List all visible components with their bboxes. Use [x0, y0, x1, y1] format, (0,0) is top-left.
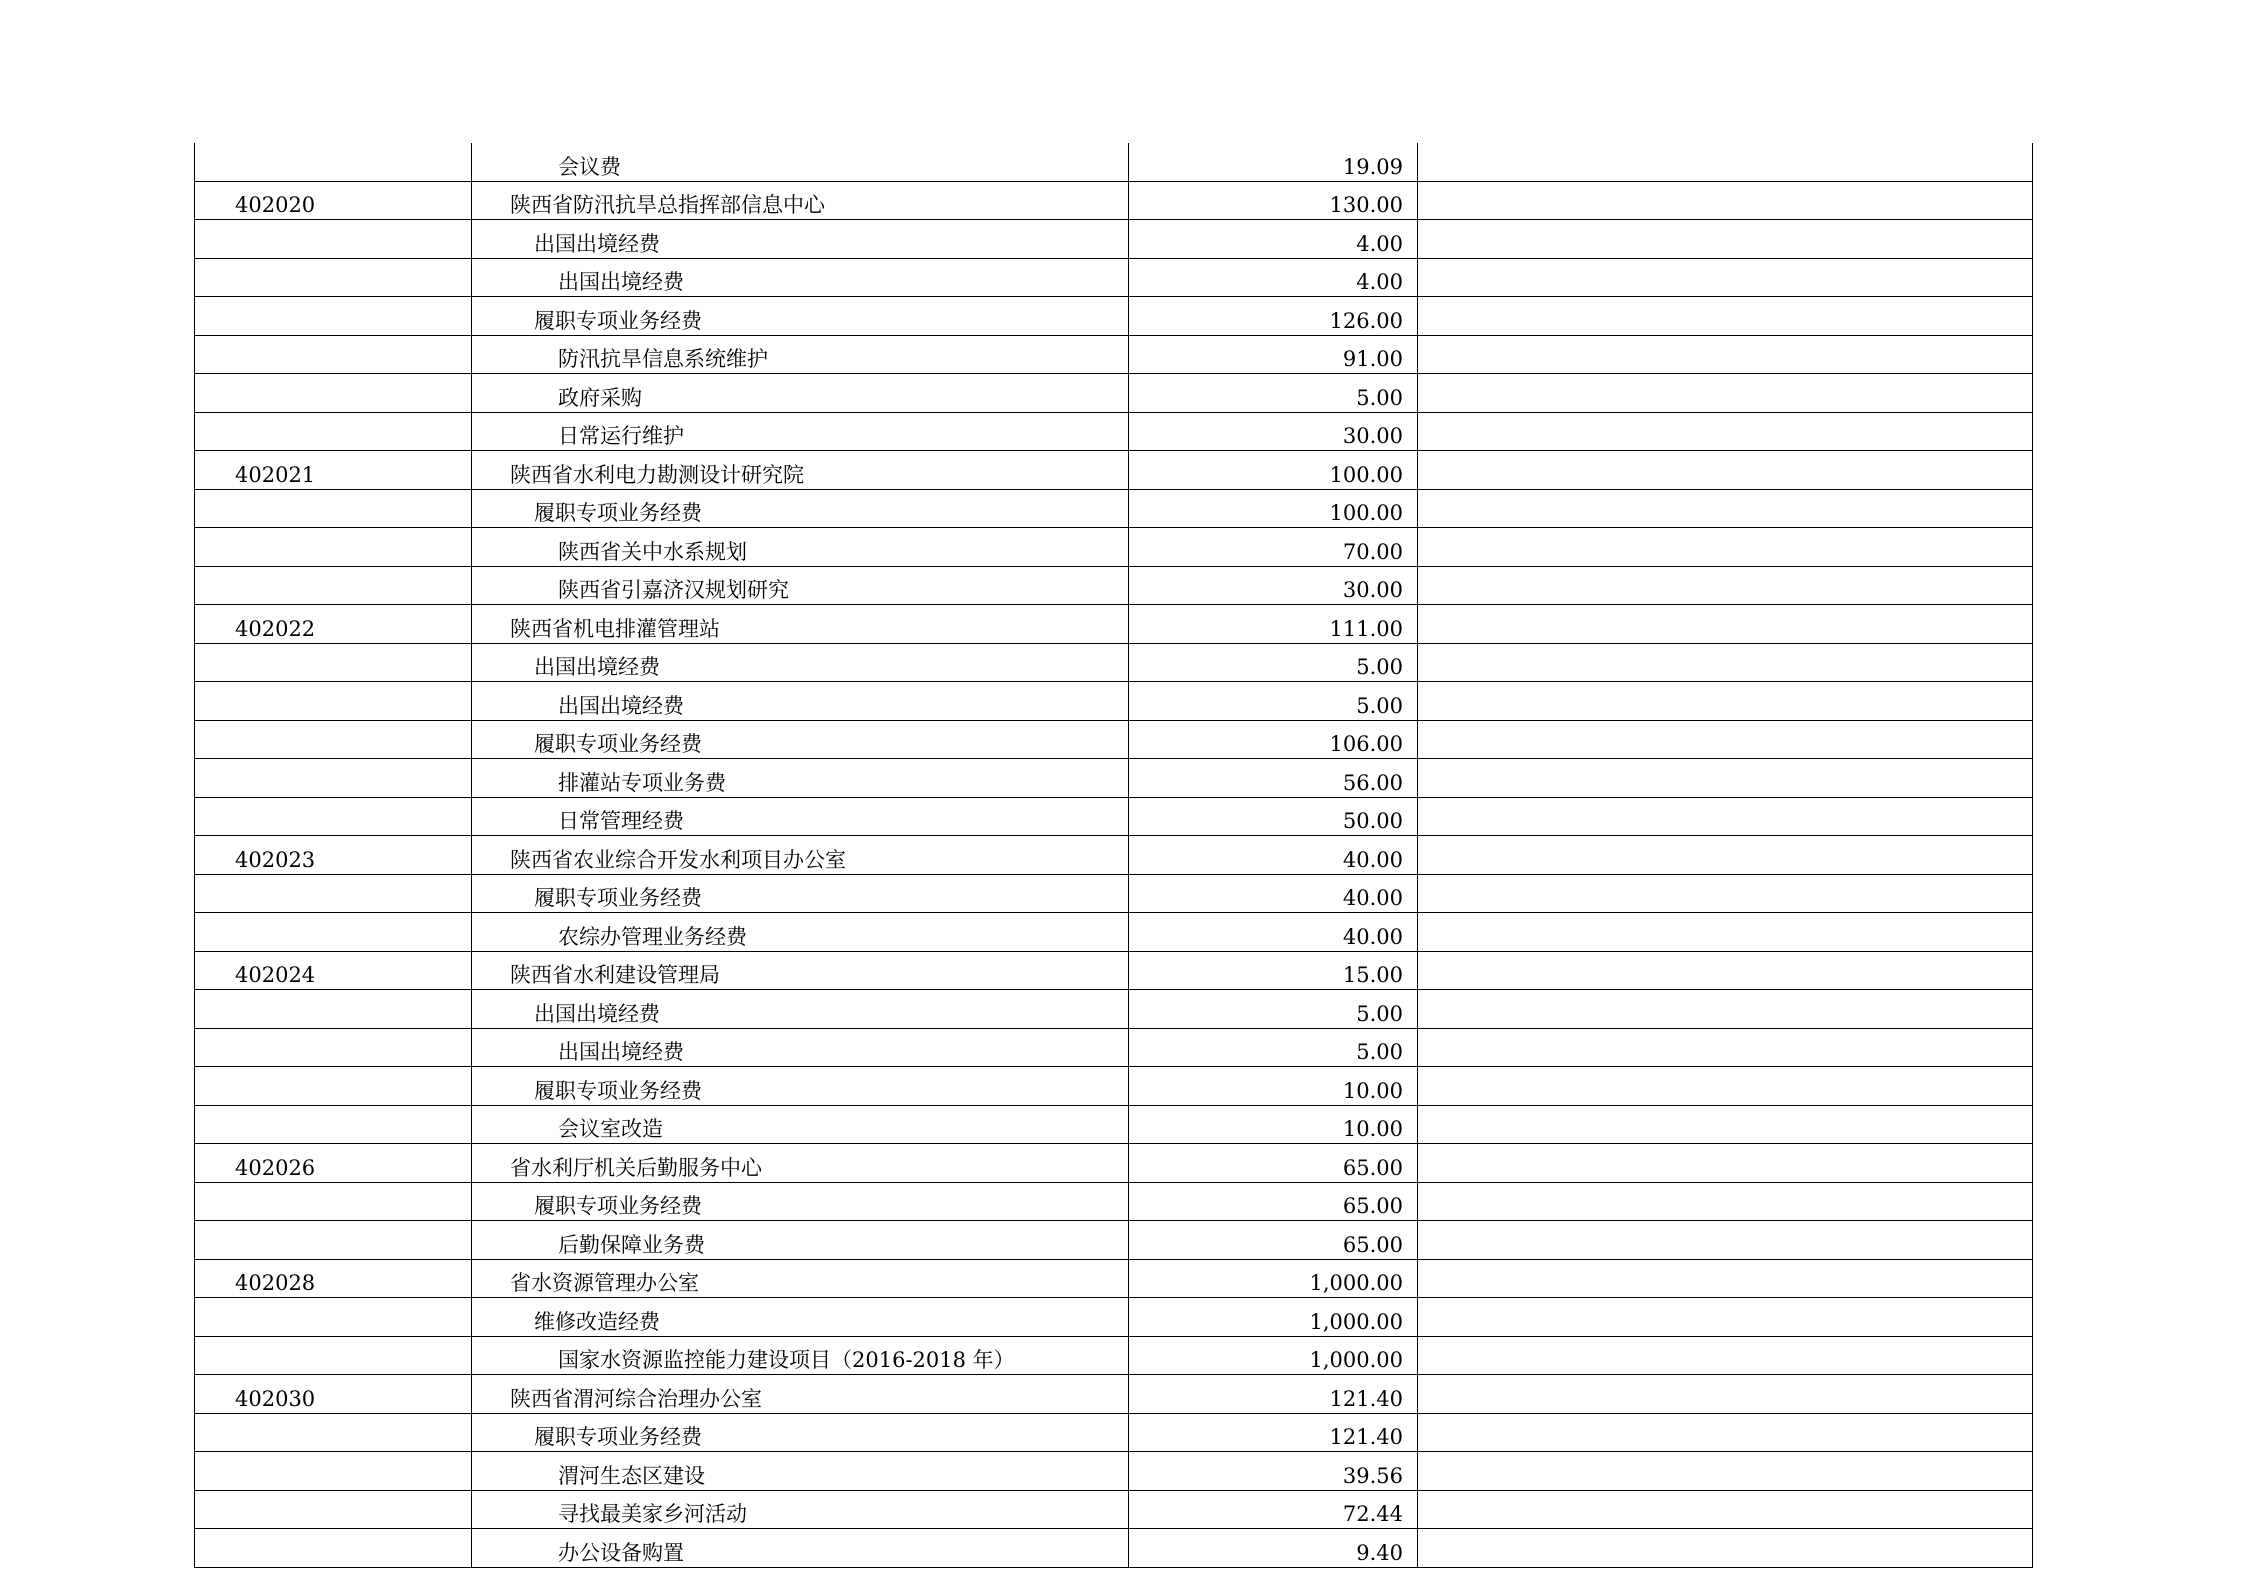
- item-name-cell: 办公设备购置: [472, 1529, 1129, 1568]
- note-cell: [1418, 489, 2033, 528]
- table-row: [195, 1529, 2033, 1568]
- unit-code-cell: 402028: [195, 1259, 472, 1298]
- item-name-cell: 履职专项业务经费: [472, 874, 1129, 913]
- table-row: [195, 489, 2033, 528]
- note-cell: [1418, 258, 2033, 297]
- item-name-cell: 履职专项业务经费: [472, 1067, 1129, 1106]
- note-cell: [1418, 220, 2033, 259]
- table-row: [195, 1259, 2033, 1298]
- item-name-cell: 会议室改造: [472, 1105, 1129, 1144]
- amount-cell: 30.00: [1129, 566, 1418, 605]
- unit-code-cell: [195, 412, 472, 451]
- unit-code-cell: [195, 528, 472, 567]
- unit-code-cell: 402022: [195, 605, 472, 644]
- table-row: [195, 335, 2033, 374]
- item-name-cell: 履职专项业务经费: [472, 1182, 1129, 1221]
- table-row: [195, 1452, 2033, 1491]
- amount-cell: 50.00: [1129, 797, 1418, 836]
- note-cell: [1418, 1144, 2033, 1183]
- amount-cell: 5.00: [1129, 374, 1418, 413]
- item-name-cell: 陕西省引嘉济汉规划研究: [472, 566, 1129, 605]
- table-row: [195, 1067, 2033, 1106]
- amount-cell: 111.00: [1129, 605, 1418, 644]
- unit-code-cell: [195, 759, 472, 798]
- table-row: [195, 759, 2033, 798]
- item-name-cell: 政府采购: [472, 374, 1129, 413]
- unit-code-cell: [195, 1529, 472, 1568]
- note-cell: [1418, 874, 2033, 913]
- unit-code-cell: [195, 1413, 472, 1452]
- note-cell: [1418, 451, 2033, 490]
- note-cell: [1418, 412, 2033, 451]
- table-row: [195, 451, 2033, 490]
- note-cell: [1418, 682, 2033, 721]
- note-cell: [1418, 1221, 2033, 1260]
- note-cell: [1418, 797, 2033, 836]
- amount-cell: 30.00: [1129, 412, 1418, 451]
- item-name-cell: 出国出境经费: [472, 1028, 1129, 1067]
- note-cell: [1418, 1375, 2033, 1414]
- item-name-cell: 排灌站专项业务费: [472, 759, 1129, 798]
- unit-code-cell: [195, 1182, 472, 1221]
- amount-cell: 65.00: [1129, 1182, 1418, 1221]
- amount-cell: 65.00: [1129, 1221, 1418, 1260]
- item-name-cell: 陕西省水利电力勘测设计研究院: [472, 451, 1129, 490]
- item-name-cell: 日常管理经费: [472, 797, 1129, 836]
- amount-cell: 40.00: [1129, 836, 1418, 875]
- item-name-cell: 陕西省水利建设管理局: [472, 951, 1129, 990]
- note-cell: [1418, 951, 2033, 990]
- note-cell: [1418, 1452, 2033, 1491]
- amount-cell: 100.00: [1129, 489, 1418, 528]
- note-cell: [1418, 1105, 2033, 1144]
- note-cell: [1418, 528, 2033, 567]
- item-name-cell: 出国出境经费: [472, 220, 1129, 259]
- table-row: [195, 1182, 2033, 1221]
- amount-cell: 130.00: [1129, 181, 1418, 220]
- note-cell: [1418, 1067, 2033, 1106]
- table-row: [195, 412, 2033, 451]
- item-name-cell: 出国出境经费: [472, 990, 1129, 1029]
- table-row: [195, 913, 2033, 952]
- table-row: [195, 143, 2033, 181]
- amount-cell: 121.40: [1129, 1375, 1418, 1414]
- note-cell: [1418, 374, 2033, 413]
- note-cell: [1418, 1490, 2033, 1529]
- unit-code-cell: [195, 335, 472, 374]
- budget-table: [194, 143, 2033, 1568]
- amount-cell: 5.00: [1129, 1028, 1418, 1067]
- unit-code-cell: [195, 720, 472, 759]
- unit-code-cell: [195, 643, 472, 682]
- table-row: [195, 566, 2033, 605]
- unit-code-cell: [195, 797, 472, 836]
- amount-cell: 10.00: [1129, 1067, 1418, 1106]
- unit-code-cell: [195, 990, 472, 1029]
- note-cell: [1418, 1336, 2033, 1375]
- unit-code-cell: 402020: [195, 181, 472, 220]
- note-cell: [1418, 1413, 2033, 1452]
- note-cell: [1418, 759, 2033, 798]
- note-cell: [1418, 720, 2033, 759]
- item-name-cell: 陕西省关中水系规划: [472, 528, 1129, 567]
- amount-cell: 121.40: [1129, 1413, 1418, 1452]
- item-name-cell: 履职专项业务经费: [472, 1413, 1129, 1452]
- table-row: [195, 797, 2033, 836]
- unit-code-cell: 402030: [195, 1375, 472, 1414]
- unit-code-cell: [195, 1221, 472, 1260]
- table-row: [195, 1298, 2033, 1337]
- item-name-cell: 省水利厅机关后勤服务中心: [472, 1144, 1129, 1183]
- table-row: [195, 528, 2033, 567]
- budget-table-body: [195, 143, 2033, 1567]
- note-cell: [1418, 335, 2033, 374]
- table-row: [195, 720, 2033, 759]
- unit-code-cell: [195, 1452, 472, 1491]
- table-row: [195, 1336, 2033, 1375]
- unit-code-cell: [195, 489, 472, 528]
- amount-cell: 100.00: [1129, 451, 1418, 490]
- amount-cell: 56.00: [1129, 759, 1418, 798]
- unit-code-cell: [195, 1298, 472, 1337]
- amount-cell: 5.00: [1129, 682, 1418, 721]
- table-row: [195, 874, 2033, 913]
- amount-cell: 72.44: [1129, 1490, 1418, 1529]
- item-name-cell: 出国出境经费: [472, 643, 1129, 682]
- item-name-cell: 陕西省农业综合开发水利项目办公室: [472, 836, 1129, 875]
- unit-code-cell: 402026: [195, 1144, 472, 1183]
- amount-cell: 70.00: [1129, 528, 1418, 567]
- amount-cell: 65.00: [1129, 1144, 1418, 1183]
- amount-cell: 4.00: [1129, 258, 1418, 297]
- note-cell: [1418, 1028, 2033, 1067]
- item-name-cell: 会议费: [472, 143, 1129, 181]
- unit-code-cell: [195, 220, 472, 259]
- item-name-cell: 日常运行维护: [472, 412, 1129, 451]
- note-cell: [1418, 297, 2033, 336]
- unit-code-cell: [195, 874, 472, 913]
- note-cell: [1418, 643, 2033, 682]
- amount-cell: 1,000.00: [1129, 1259, 1418, 1298]
- table-row: [195, 1144, 2033, 1183]
- item-name-cell: 履职专项业务经费: [472, 297, 1129, 336]
- unit-code-cell: 402021: [195, 451, 472, 490]
- item-name-cell: 履职专项业务经费: [472, 720, 1129, 759]
- unit-code-cell: [195, 1336, 472, 1375]
- note-cell: [1418, 181, 2033, 220]
- unit-code-cell: [195, 913, 472, 952]
- item-name-cell: 陕西省机电排灌管理站: [472, 605, 1129, 644]
- item-name-cell: 国家水资源监控能力建设项目（2016-2018 年）: [472, 1336, 1129, 1375]
- unit-code-cell: [195, 1028, 472, 1067]
- note-cell: [1418, 1182, 2033, 1221]
- unit-code-cell: [195, 682, 472, 721]
- note-cell: [1418, 1259, 2033, 1298]
- item-name-cell: 防汛抗旱信息系统维护: [472, 335, 1129, 374]
- amount-cell: 1,000.00: [1129, 1336, 1418, 1375]
- amount-cell: 91.00: [1129, 335, 1418, 374]
- table-row: [195, 951, 2033, 990]
- note-cell: [1418, 1529, 2033, 1568]
- table-row: [195, 374, 2033, 413]
- amount-cell: 40.00: [1129, 874, 1418, 913]
- table-row: [195, 990, 2033, 1029]
- amount-cell: 40.00: [1129, 913, 1418, 952]
- unit-code-cell: [195, 143, 472, 181]
- note-cell: [1418, 990, 2033, 1029]
- unit-code-cell: [195, 374, 472, 413]
- item-name-cell: 寻找最美家乡河活动: [472, 1490, 1129, 1529]
- amount-cell: 9.40: [1129, 1529, 1418, 1568]
- table-row: [195, 297, 2033, 336]
- table-row: [195, 220, 2033, 259]
- note-cell: [1418, 1298, 2033, 1337]
- item-name-cell: 渭河生态区建设: [472, 1452, 1129, 1491]
- table-row: [195, 1375, 2033, 1414]
- item-name-cell: 出国出境经费: [472, 258, 1129, 297]
- note-cell: [1418, 605, 2033, 644]
- unit-code-cell: 402024: [195, 951, 472, 990]
- table-row: [195, 605, 2033, 644]
- unit-code-cell: [195, 1105, 472, 1144]
- amount-cell: 106.00: [1129, 720, 1418, 759]
- amount-cell: 39.56: [1129, 1452, 1418, 1491]
- item-name-cell: 陕西省渭河综合治理办公室: [472, 1375, 1129, 1414]
- amount-cell: 19.09: [1129, 143, 1418, 181]
- note-cell: [1418, 566, 2033, 605]
- amount-cell: 5.00: [1129, 990, 1418, 1029]
- table-row: [195, 1490, 2033, 1529]
- table-row: [195, 181, 2033, 220]
- amount-cell: 126.00: [1129, 297, 1418, 336]
- unit-code-cell: [195, 1067, 472, 1106]
- amount-cell: 5.00: [1129, 643, 1418, 682]
- note-cell: [1418, 913, 2033, 952]
- item-name-cell: 出国出境经费: [472, 682, 1129, 721]
- table-row: [195, 643, 2033, 682]
- unit-code-cell: [195, 566, 472, 605]
- table-row: [195, 1221, 2033, 1260]
- unit-code-cell: [195, 1490, 472, 1529]
- table-row: [195, 258, 2033, 297]
- table-row: [195, 1413, 2033, 1452]
- amount-cell: 4.00: [1129, 220, 1418, 259]
- unit-code-cell: [195, 297, 472, 336]
- note-cell: [1418, 143, 2033, 181]
- amount-cell: 15.00: [1129, 951, 1418, 990]
- table-row: [195, 1028, 2033, 1067]
- item-name-cell: 后勤保障业务费: [472, 1221, 1129, 1260]
- unit-code-cell: 402023: [195, 836, 472, 875]
- note-cell: [1418, 836, 2033, 875]
- amount-cell: 1,000.00: [1129, 1298, 1418, 1337]
- item-name-cell: 陕西省防汛抗旱总指挥部信息中心: [472, 181, 1129, 220]
- item-name-cell: 履职专项业务经费: [472, 489, 1129, 528]
- table-row: [195, 1105, 2033, 1144]
- table-row: [195, 836, 2033, 875]
- item-name-cell: 维修改造经费: [472, 1298, 1129, 1337]
- table-row: [195, 682, 2033, 721]
- amount-cell: 10.00: [1129, 1105, 1418, 1144]
- item-name-cell: 农综办管理业务经费: [472, 913, 1129, 952]
- unit-code-cell: [195, 258, 472, 297]
- item-name-cell: 省水资源管理办公室: [472, 1259, 1129, 1298]
